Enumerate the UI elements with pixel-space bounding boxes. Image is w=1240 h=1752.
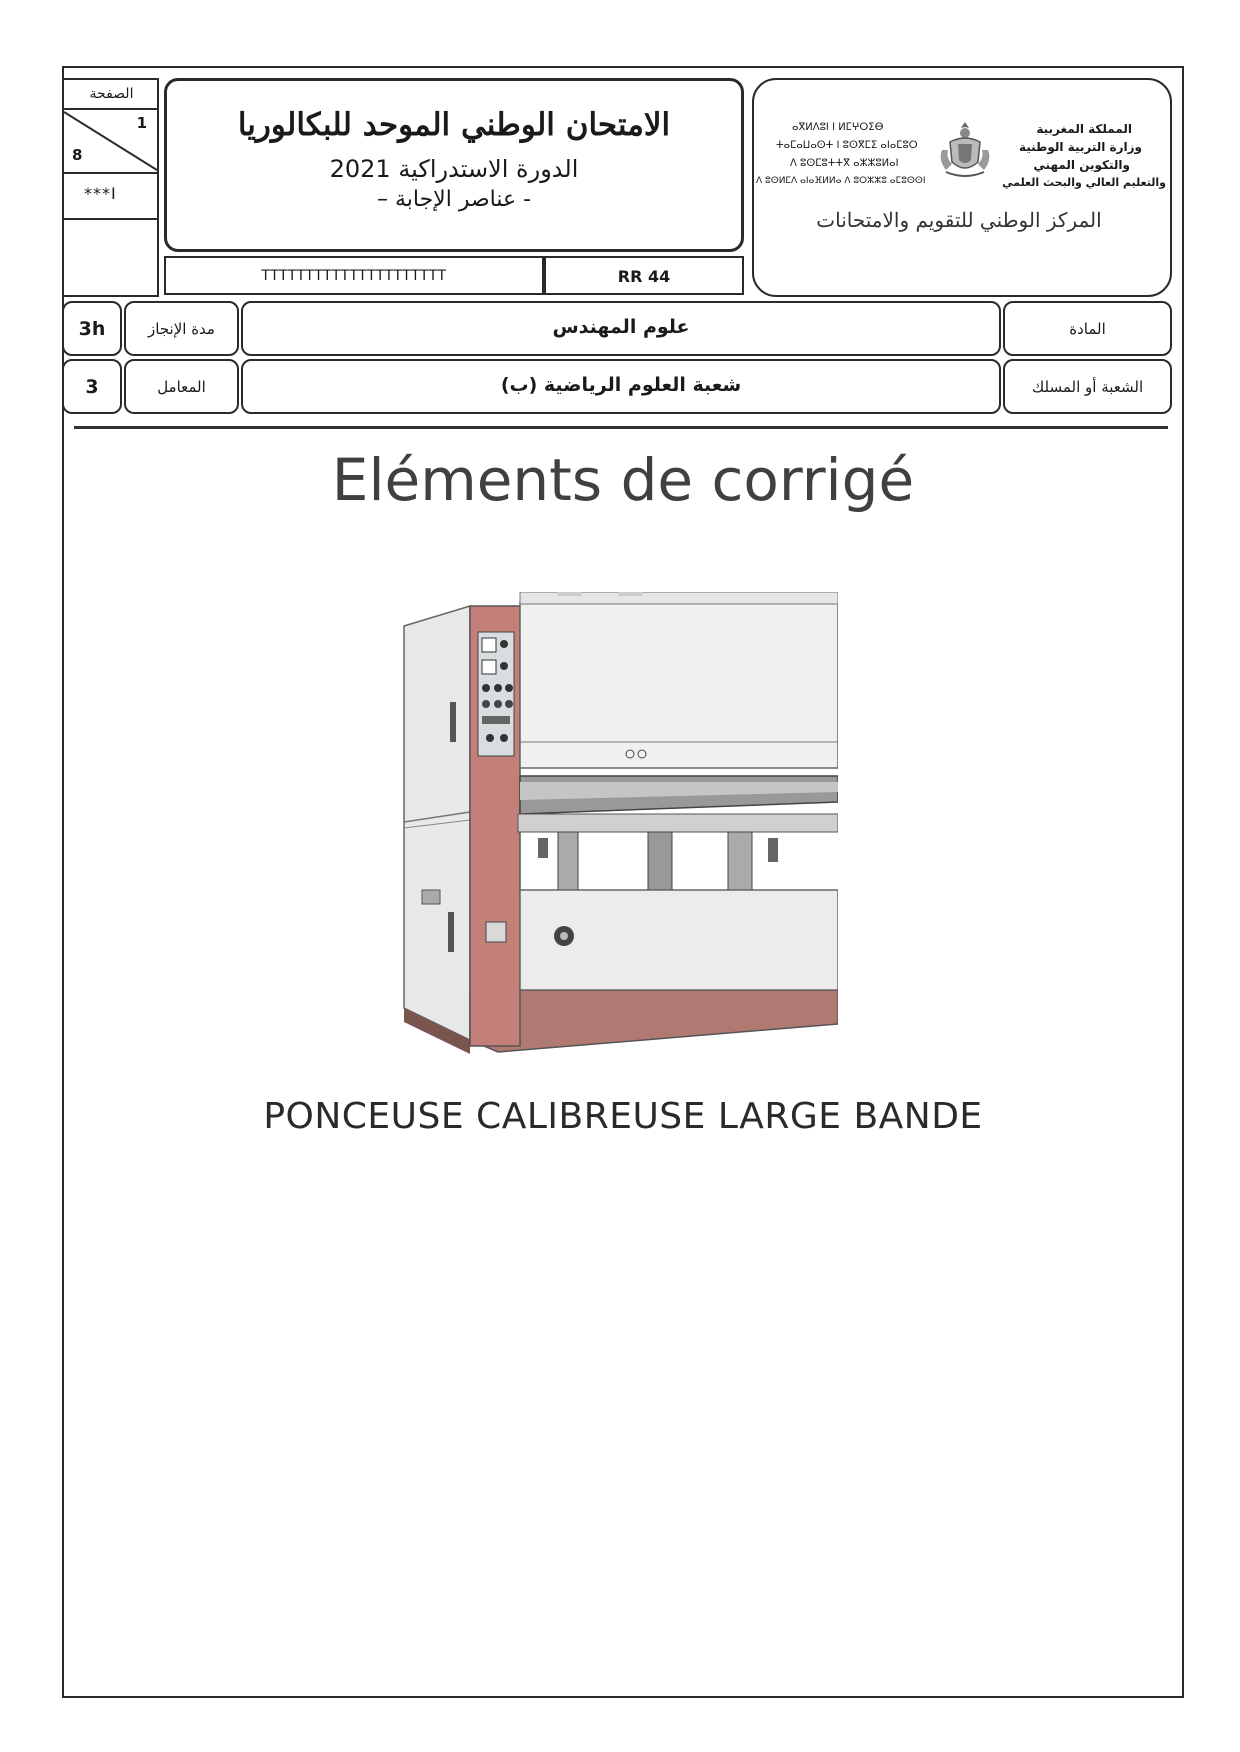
coefficient-value: 3 (85, 376, 99, 398)
page-number-box (62, 78, 159, 297)
ministry-line-3: والتكوين المهني (1033, 158, 1130, 172)
tifinagh-line-4: ⴷ ⵓⵙⵍⵎⴷ ⴰⵏⴰⴼⵍⵍⴰ ⴷ ⵓⵔⵣⵣⵓ ⴰⵎⵓⵙⵙⵏ (756, 176, 926, 186)
ministry-line-4: والتعليم العالي والبحث العلمي (1002, 176, 1166, 189)
page-count-cell (64, 108, 157, 174)
institution-box (752, 78, 1172, 297)
subject-label-box (1003, 301, 1172, 356)
subject-name: علوم المهندس (552, 316, 690, 338)
machine-caption: PONCEUSE CALIBREUSE LARGE BANDE (263, 1096, 983, 1137)
exam-title-box (164, 78, 744, 252)
stream-label-box (1003, 359, 1172, 414)
stream-label: الشعبة أو المسلك (1031, 378, 1144, 396)
coefficient-value-box (62, 359, 122, 414)
header-separator (74, 426, 1168, 429)
exam-session: الدورة الاستدراكية 2021 (329, 155, 579, 183)
moroccan-emblem-icon (938, 120, 992, 180)
ministry-line-2: وزارة التربية الوطنية (1018, 140, 1142, 154)
sanding-machine-image (398, 592, 838, 1060)
subject-label: المادة (1069, 320, 1106, 338)
page-total: 8 (72, 146, 83, 164)
duration-label: مدة الإنجاز (148, 320, 215, 338)
page-number: 1 (136, 114, 147, 132)
tifinagh-line-3: ⴷ ⵓⵙⵎⵓⵜⵜⴳ ⴰⵣⵣⵓⵍⴰⵏ (790, 158, 899, 169)
stream-box (241, 359, 1001, 414)
subject-code: RR 44 (617, 267, 671, 286)
coefficient-label: المعامل (157, 378, 206, 396)
subject-box (241, 301, 1001, 356)
subject-code-box (544, 256, 744, 295)
page-title: Eléments de corrigé (331, 446, 915, 514)
duration-value: 3h (78, 318, 106, 340)
ministry-line-1: المملكة المغربية (1036, 122, 1132, 136)
page-code: ***I (84, 184, 117, 203)
answer-elements-label: - عناصر الإجابة – (376, 187, 532, 212)
coefficient-label-box (124, 359, 239, 414)
tifinagh-line-2: ⵜⴰⵎⴰⵡⴰⵙⵜ ⵏ ⵓⵙⴳⵎⵉ ⴰⵏⴰⵎⵓⵔ (776, 140, 918, 151)
page-label: الصفحة (89, 86, 134, 102)
candidate-code: TTTTTTTTTTTTTTTTTTTTT (261, 268, 447, 284)
stream-name: شعبة العلوم الرياضية (ب) (500, 374, 742, 396)
candidate-code-box (164, 256, 544, 295)
tifinagh-line-1: ⴰⴳⵍⴷⵓⵏ ⵏ ⵍⵎⵖⵔⵉⴱ (792, 122, 884, 133)
duration-label-box (124, 301, 239, 356)
national-center-name: المركز الوطني للتقويم والامتحانات (816, 208, 1102, 232)
exam-title: الامتحان الوطني الموحد للبكالوريا (237, 107, 671, 143)
duration-value-box (62, 301, 122, 356)
